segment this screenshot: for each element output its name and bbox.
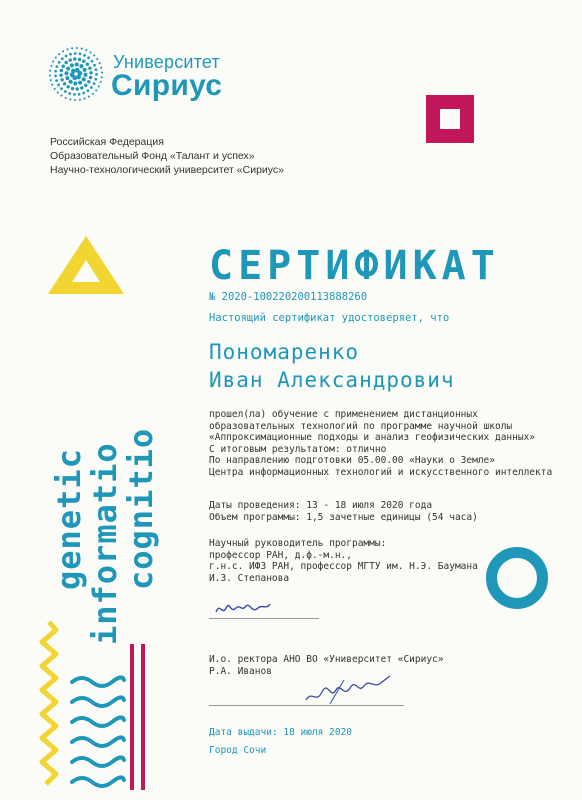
certifies-text: Настоящий сертификат удостоверяет, что (209, 312, 450, 324)
yellow-zigzag-decoration (36, 618, 62, 788)
result-line: По направлению подготовки 05.00.00 «Науки о Земле» (209, 455, 495, 467)
org-line: Образовательный Фонд «Талант и успех» (50, 150, 255, 162)
result-line: Центра информационных технологий и искусственного интеллекта (209, 466, 553, 478)
issuing-organization (50, 135, 284, 177)
recipient-given-names: Иван Александрович (209, 368, 455, 392)
side-word-genetic: genetic (50, 448, 88, 590)
teal-ring-decoration (486, 547, 548, 609)
dates-line: Даты проведения: 13 - 18 июля 2020 года (209, 500, 433, 511)
logo-sirius-label: Сириус (111, 69, 223, 102)
sirius-logo-icon (46, 44, 106, 104)
rector-signature (300, 670, 400, 710)
logo-university-label: Университет (113, 52, 220, 72)
supervisor-block (209, 538, 478, 584)
program-dates (209, 500, 478, 523)
certificate-title: СЕРТИФИКАТ (209, 243, 500, 289)
teal-waves-decoration (68, 672, 128, 792)
issue-block (209, 727, 352, 756)
supervisor-line: Научный руководитель программы: (209, 538, 387, 549)
recipient-surname: Пономаренко (209, 340, 360, 364)
supervisor-line: И.З. Степанова (209, 572, 290, 584)
rector-title: И.о. ректора АНО ВО «Университет «Сириус» (209, 654, 444, 665)
issue-city: Город Сочи (209, 744, 267, 756)
magenta-bar (141, 644, 145, 790)
issue-date: Дата выдачи: 18 июля 2020 (209, 727, 352, 738)
org-line: Научно-технологический университет «Сириус» (50, 164, 284, 176)
magenta-square-decoration (426, 95, 474, 143)
side-word-informatio: informatio (86, 442, 124, 645)
magenta-bar (130, 644, 134, 790)
certificate-number: № 2020-100220200113888260 (209, 291, 368, 303)
supervisor-line: профессор РАН, д.ф.-м.н., (209, 549, 352, 561)
yellow-triangle-decoration (48, 236, 124, 296)
side-word-cognitio: cognitio (122, 427, 160, 590)
volume-line: Объем программы: 1,5 зачетные единицы (54 часа) (209, 511, 478, 523)
supervisor-signature (214, 596, 284, 620)
training-line: образовательных технологий по программе научной школы (209, 420, 513, 432)
training-line: прошел(ла) обучение с применением дистанционных (209, 409, 478, 420)
training-description (209, 409, 552, 479)
result-line: С итоговым результатом: отлично (209, 443, 387, 455)
org-line: Российская Федерация (50, 136, 164, 148)
supervisor-line: г.н.с. ИФЗ РАН, профессор МГТУ им. Н.Э. Баумана (209, 561, 478, 573)
training-line: «Аппроксимационные подходы и анализ геофизических данных» (209, 432, 536, 444)
rector-name: Р.А. Иванов (209, 665, 272, 677)
